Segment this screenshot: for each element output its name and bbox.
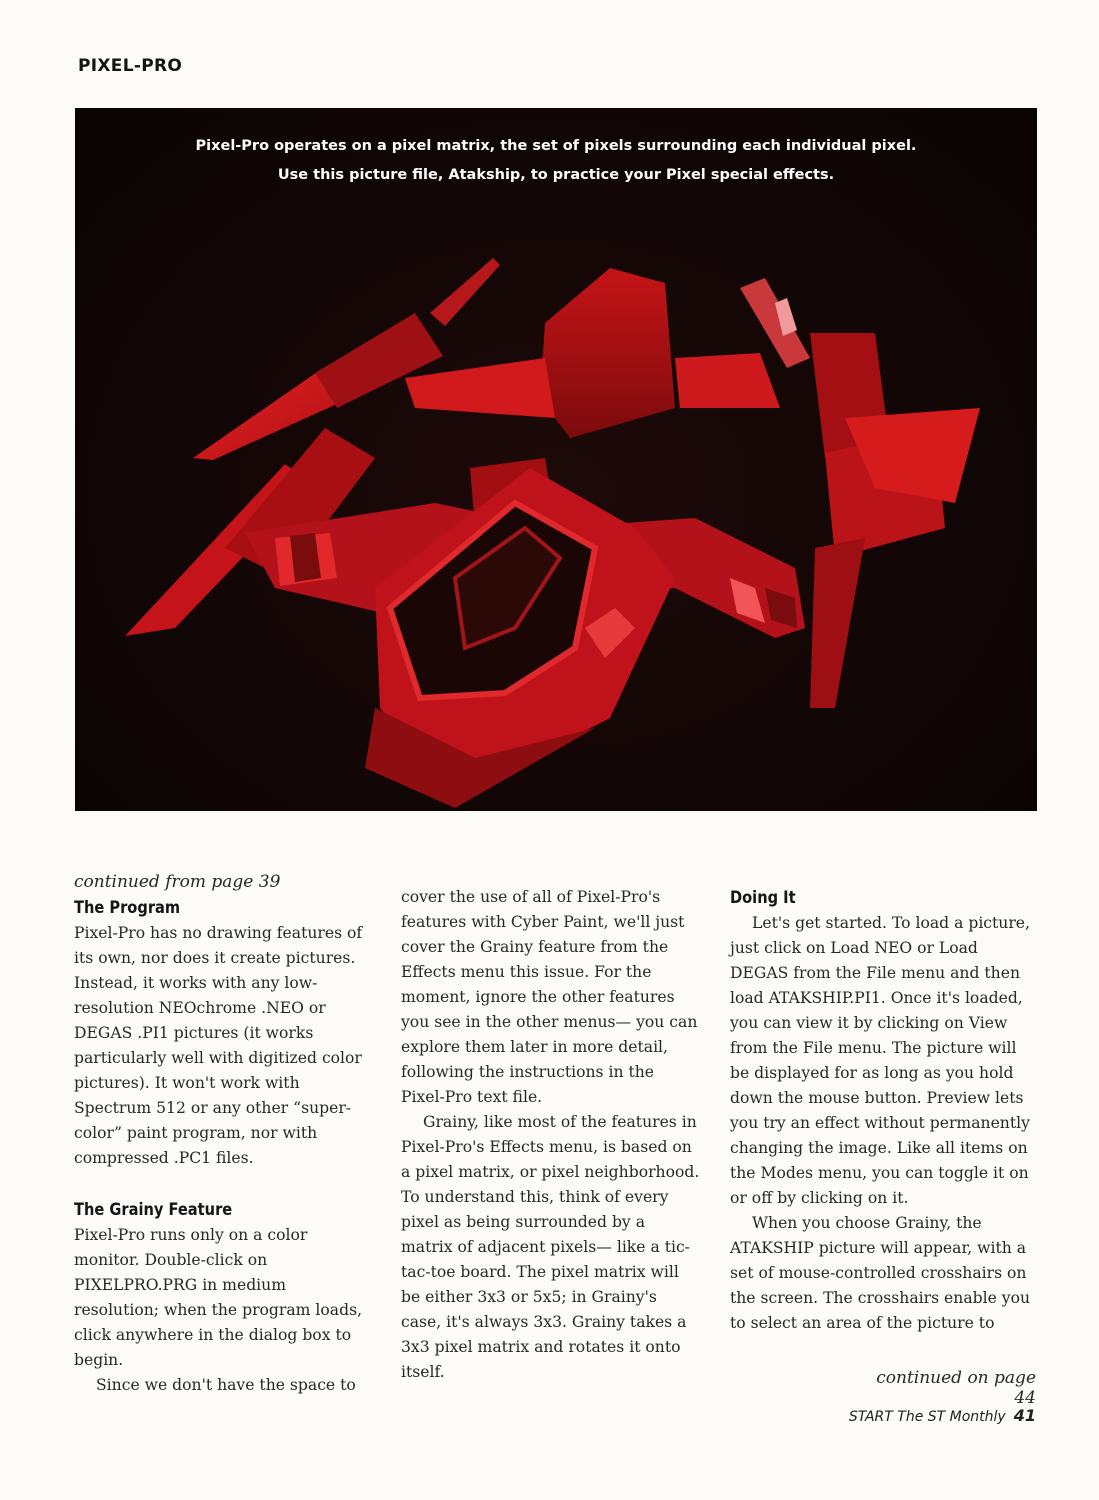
article-column-2 [401, 885, 701, 1385]
heading-the-program: The Program [74, 898, 181, 918]
article-column-1 [74, 870, 370, 1398]
paragraph: Since we don't have the space to [96, 1376, 356, 1394]
paragraph: cover the use of all of Pixel-Pro's features with Cyber Paint, we'll just cover the Grainy feature from the Effects menu this issue. For the moment, ignore the other features you see in the other menus— you can explore them later in more detail, following the instructions in the Pixel-Pro text file. [401, 888, 698, 1106]
photo-caption [75, 132, 1037, 190]
magazine-name: START The ST Monthly [848, 1409, 1006, 1425]
atakship-photo [75, 108, 1037, 811]
paragraph: Pixel-Pro runs only on a color monitor. Double-click on PIXELPRO.PRG in medium resolution; when the program loads, click anywhere in the dialog box to begin. [74, 1226, 363, 1369]
page-footer [790, 1406, 1036, 1425]
article-column-3 [730, 885, 1032, 1336]
caption-line-1: Pixel-Pro operates on a pixel matrix, the set of pixels surrounding each individual pixel. [195, 138, 917, 154]
page-number: 41 [1013, 1406, 1036, 1425]
continued-from-note: continued from page 39 [74, 872, 281, 892]
caption-line-2: Use this picture file, Atakship, to practice your Pixel special effects. [277, 167, 835, 183]
paragraph: Grainy, like most of the features in Pixel-Pro's Effects menu, is based on a pixel matrix, or pixel neighborhood. To understand this, think of every pixel as being surrounded by a matrix of adjacent pixels— like a tic-tac-toe board. The pixel matrix will be either 3x3 or 5x5; in Grainy's case, it's always 3x3. Grainy takes a 3x3 pixel matrix and rotates it onto itself. [401, 1113, 700, 1381]
continued-on-note: continued on page 44 [876, 1368, 1036, 1408]
paragraph: Let's get started. To load a picture, just click on Load NEO or Load DEGAS from the File menu and then load ATAKSHIP.PI1. Once it's loaded, you can view it by clicking on View from the File menu. The picture will be displayed for as long as you hold down the mouse button. Preview lets you try an effect without permanently changing the image. Like all items on the Modes menu, you can toggle it on or off by clicking on it. [730, 914, 1030, 1207]
paragraph: Pixel-Pro has no drawing features of its own, nor does it create pictures. Instead, it works with any low-resolution NEOchrome .NEO or DEGAS .PI1 pictures (it works particularly well with digitized color pictures). It won't work with Spectrum 512 or any other “super-color” paint program, nor with compressed .PC1 files. [74, 924, 363, 1167]
section-label: PIXEL-PRO [78, 56, 183, 76]
heading-doing-it: Doing It [730, 888, 796, 908]
atakship-illustration [75, 108, 1037, 811]
paragraph: When you choose Grainy, the ATAKSHIP picture will appear, with a set of mouse-controlled crosshairs on the screen. The crosshairs enable you to select an area of the picture to [730, 1214, 1031, 1332]
heading-grainy-feature: The Grainy Feature [74, 1200, 233, 1220]
